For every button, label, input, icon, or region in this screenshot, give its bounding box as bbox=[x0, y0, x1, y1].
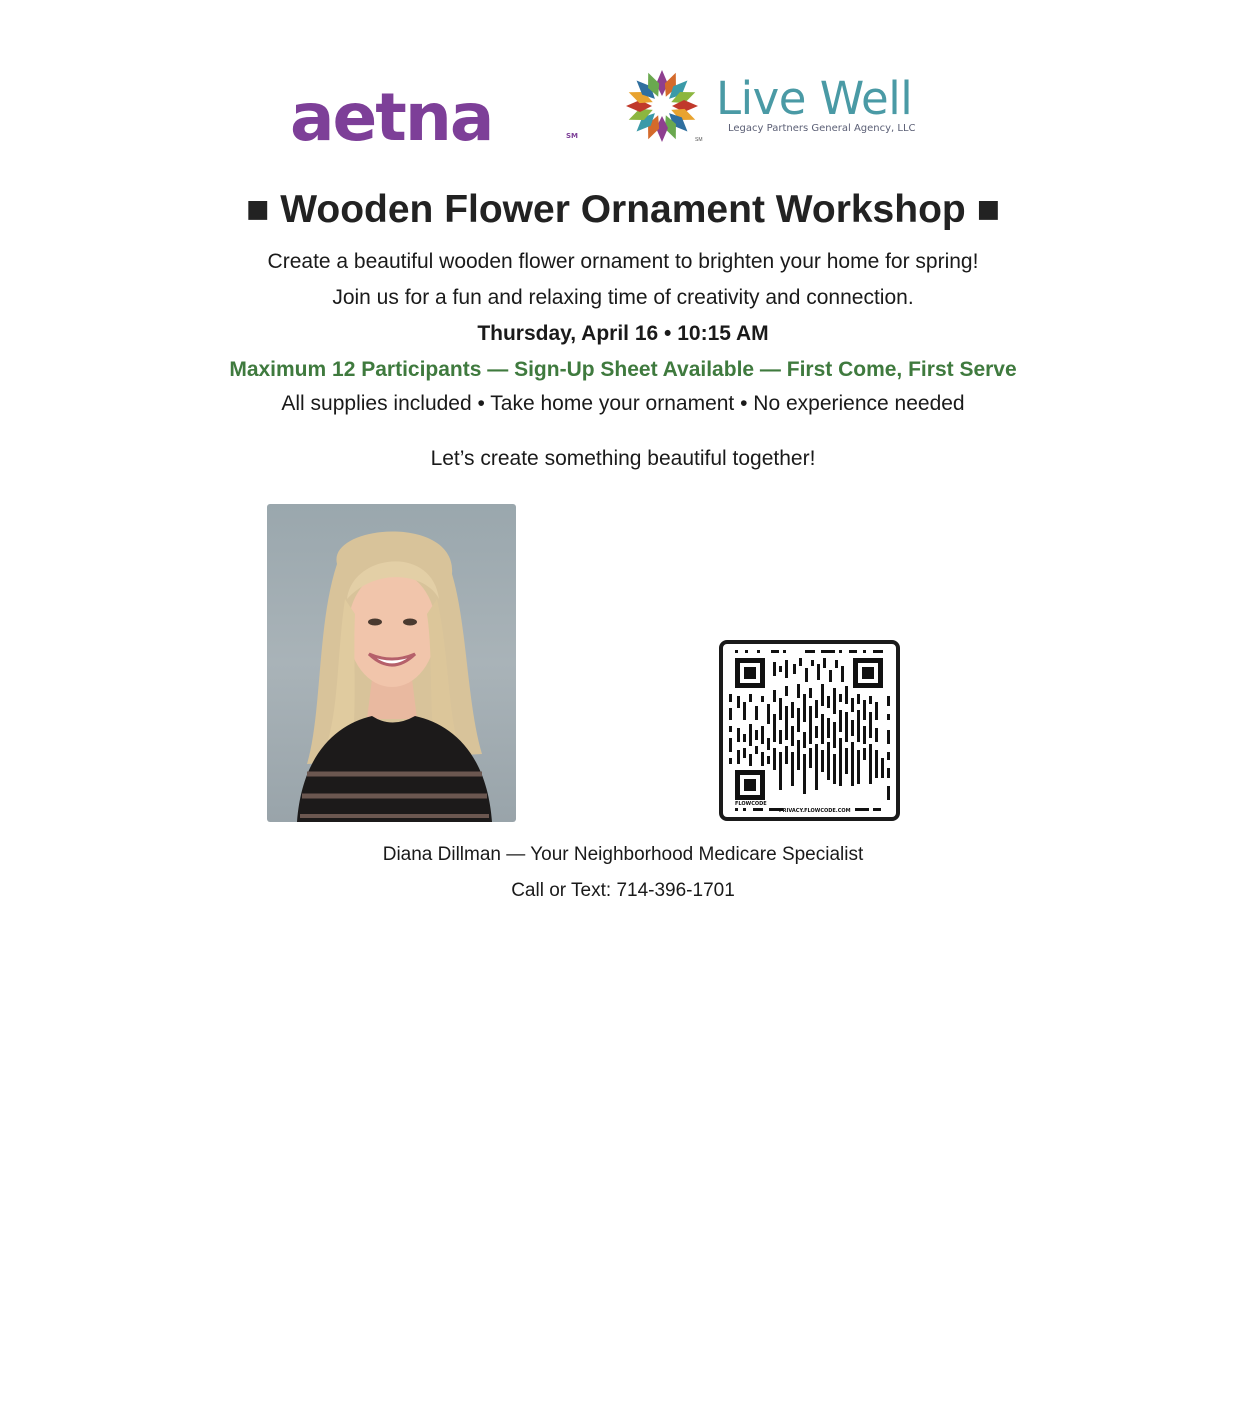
agent-portrait-image bbox=[267, 504, 516, 822]
aetna-service-mark: SM bbox=[566, 132, 579, 140]
closing-line: Let’s create something beautiful together! bbox=[430, 447, 816, 470]
livewell-subtitle: Legacy Partners General Agency, LLC bbox=[728, 123, 916, 134]
qr-code-pattern bbox=[723, 644, 896, 817]
agent-photo bbox=[267, 504, 516, 822]
livewell-service-mark: SM bbox=[695, 137, 703, 143]
event-datetime: Thursday, April 16 • 10:15 AM bbox=[477, 322, 769, 345]
agent-signature: Diana Dillman — Your Neighborhood Medicare Specialist bbox=[382, 844, 864, 865]
features-line: All supplies included • Take home your ornament • No experience needed bbox=[281, 392, 965, 415]
intro-line-1: Create a beautiful wooden flower ornament to brighten your home for spring! bbox=[267, 250, 979, 273]
livewell-flower-icon bbox=[624, 68, 700, 144]
intro-line-2: Join us for a fun and relaxing time of creativity and connection. bbox=[332, 286, 914, 309]
aetna-wordmark: aetna bbox=[290, 79, 493, 156]
aetna-logo bbox=[290, 78, 590, 158]
qr-label-flowcode: FLOWCODE bbox=[735, 801, 767, 807]
qr-code[interactable] bbox=[719, 640, 900, 821]
qr-label-privacy: PRIVACY.FLOWCODE.COM bbox=[779, 808, 851, 814]
livewell-wordmark: Live Well bbox=[716, 72, 913, 125]
capacity-notice: Maximum 12 Participants — Sign-Up Sheet Available — First Come, First Serve bbox=[229, 358, 1017, 381]
agent-contact: Call or Text: 714-396-1701 bbox=[511, 880, 735, 901]
event-title: ■ Wooden Flower Ornament Workshop ■ bbox=[245, 188, 1001, 231]
